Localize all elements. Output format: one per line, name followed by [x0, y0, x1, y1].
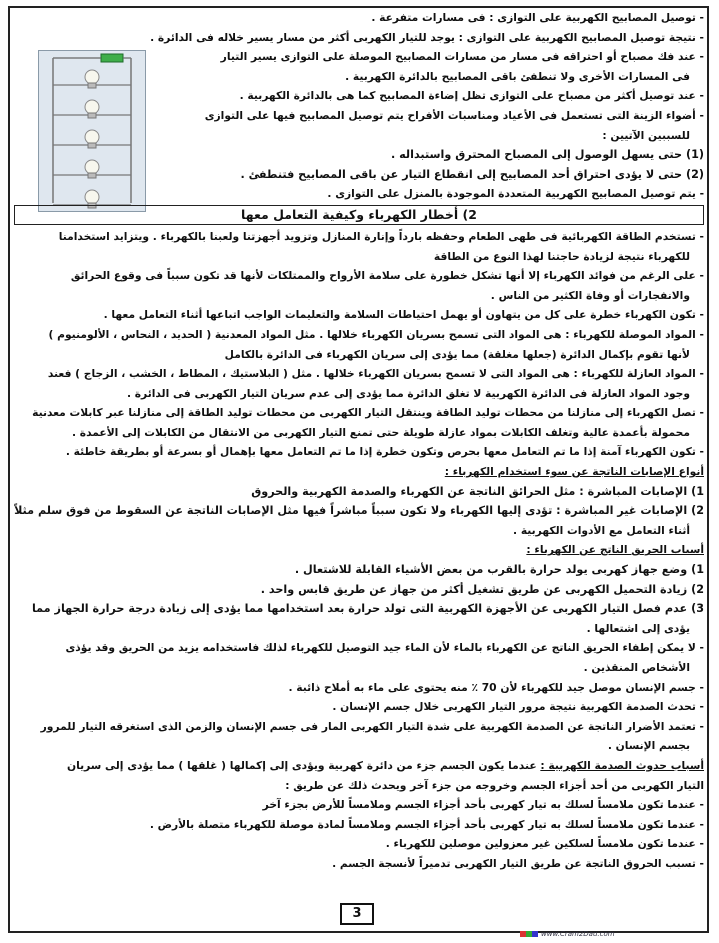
fire-causes-list: [14, 560, 704, 756]
text-line: - تحدث الصدمة الكهربية نتيجة مرور التيار الكهربى خلال جسم الإنسان .: [332, 700, 704, 714]
text-line: 1) الإصابات المباشرة : مثل الحرائق الناتجة عن الكهرباء والصدمة الكهربية والحروق: [251, 484, 704, 498]
shock-causes-text: عندما يكون الجسم جزء من دائرة كهربية ويؤدى إلى إكمالها ( غلقها ) مما يؤدى إلى سريان: [66, 758, 541, 772]
text-line: - المواد العازلة للكهرباء : هى المواد التى لا تسمح بسريان الكهرباء خلالها . مثل ( البلاستيك ، المطاط ، الخشب ، الزجاج ) فعند: [47, 367, 704, 381]
text-line: - عندما تكون ملامساً لسلك به تيار كهربى بأحد أجزاء الجسم وملامساً لمادة موصلة للكهرباء متصلة بالأرض .: [149, 817, 704, 831]
text-line: الأشخاص المنقذين .: [583, 661, 690, 674]
text-line: التيار الكهربى من أحد أجزاء الجسم وخروجه من جزء آخر ويحدث ذلك عن طريق :: [285, 778, 704, 792]
shock-causes-list: [14, 776, 704, 874]
text-line: - عند فك مصباح أو احتراقه فى مسار من مسارات المصابيح الموصلة على التوازى يسير التيار: [220, 50, 704, 64]
page-number: 3: [340, 903, 374, 925]
text-line: 1) وضع جهاز كهربى يولد حرارة بالقرب من بعض الأشياء القابلة للاشتعال .: [294, 563, 704, 577]
text-line: أثناء التعامل مع الأدوات الكهربية .: [513, 523, 690, 537]
injuries-list: [14, 482, 704, 541]
text-line: 3) عدم فصل التيار الكهربى عن الأجهزة الكهربية التى تولد حرارة بعد استخدامها مما يؤدى إلى زيادة درجة حرارة الجهاز مما: [31, 602, 704, 616]
text-line: - عندما تكون ملامساً لسلكين غير معزولين موصلين للكهرباء .: [385, 837, 704, 851]
text-line: (1) حتى يسهل الوصول إلى المصباح المحترق واستبداله .: [390, 148, 704, 162]
watermark-logo-icon: [520, 931, 538, 937]
text-line: وجود المواد العازلة فى الدائرة الكهربية لا تغلق الدائرة مما يؤدى إلى عدم سريان التيار الكهربى فى الدائرة .: [126, 386, 690, 400]
document-body: [14, 8, 704, 874]
text-line: - تسبب الحروق الناتجة عن طريق التيار الكهربى تدميراً لأنسجة الجسم .: [332, 856, 704, 870]
text-line: بجسم الإنسان .: [607, 739, 690, 753]
injuries-heading: أنواع الإصابات الناتجة عن سوء استخدام الكهرباء :: [444, 465, 704, 479]
text-line: - تكون الكهرباء خطرة على كل من يتهاون أو يهمل احتياطات السلامة والتعليمات الواجب اتباعها أثناء التعامل معها .: [103, 308, 704, 322]
section-title: 2) أخطار الكهرباء وكيفية التعامل معها: [14, 205, 704, 225]
text-line: - تعتمد الأضرار الناتجة عن الصدمة الكهربية على شدة التيار الكهربى المار فى جسم الإنسان والزمن الذى استغرقه التيار للمرور: [40, 719, 704, 733]
text-line: - على الرغم من فوائد الكهرباء إلا أنها تشكل خطورة على سلامة الأرواح والممتلكات لأنها قد تكون سبباً فى وقوع الحرائق: [70, 269, 704, 283]
text-line: محمولة بأعمدة عالية وتغلف الكابلات بمواد عازلة طويلة حتى تمنع التيار الكهربى من الانتقال من الكابلات إلى الأعمدة .: [71, 425, 690, 439]
fire-causes-heading: أسباب الحريق الناتج عن الكهرباء :: [526, 543, 704, 557]
parallel-connection-notes: [14, 8, 704, 204]
text-line: فى المسارات الأخرى ولا تنطفئ باقى المصابيح بالدائرة الكهربية .: [345, 69, 690, 83]
text-line: 2) الإصابات غير المباشرة : تؤدى إليها الكهرباء ولا تكون سبباً مباشراً فيها مثل الإصابات الناتجة عن السقوط من فوق سلم مثلاً: [14, 504, 704, 518]
shock-causes-heading: أسباب حدوث الصدمة الكهربية :: [540, 758, 704, 772]
text-line: والانفجارات أو وفاة الكثير من الناس .: [490, 288, 690, 302]
watermark-text: www.Cram2Dau.com: [541, 930, 615, 938]
text-line: للسببين الآتيين :: [602, 128, 690, 142]
text-line: - نتيجة توصيل المصابيح الكهربية على التوازى : يوجد للتيار الكهربى أكثر من مسار يسير خلاله فى الدائرة .: [150, 30, 704, 44]
text-line: - المواد الموصلة للكهرباء : هى المواد التى تسمح بسريان الكهرباء خلالها . مثل المواد المعدنية ( الحديد ، النحاس ، الألومنيوم ): [48, 327, 704, 341]
text-line: - عندما تكون ملامساً لسلك به تيار كهربى بأحد أجزاء الجسم وملامساً للأرض بجزء آخر: [262, 798, 704, 812]
text-line: - يتم توصيل المصابيح الكهربية المتعددة الموجودة بالمنزل على التوازى .: [327, 187, 704, 201]
text-line: - أضواء الزينة التى تستعمل فى الأعياد ومناسبات الأفراح يتم توصيل المصابيح فيها على التوازى: [204, 108, 704, 122]
text-line: - تصل الكهرباء إلى منازلنا من محطات توليد الطاقة وينتقل التيار الكهربى من محطات توليد الطاقة إلى منازلنا عبر كابلات معدنية: [32, 406, 704, 420]
text-line: لأنها تقوم بإكمال الدائرة (جعلها مغلقة) مما يؤدى إلى سريان الكهرباء فى الدائرة بالكامل: [224, 347, 690, 361]
text-line: يؤدى إلى اشتعالها .: [586, 621, 690, 635]
text-line: - لا يمكن إطفاء الحريق الناتج عن الكهرباء بالماء لأن الماء جيد التوصيل للكهرباء لذلك فاستخدامه يزيد من الحريق وقد يؤذى: [65, 641, 704, 655]
text-line: - توصيل المصابيح الكهربية على التوازى : فى مسارات متفرعة .: [371, 11, 704, 24]
text-line: - جسم الإنسان موصل جيد للكهرباء لأن 70 ٪ منه يحتوى على ماء به أملاح ذائبة .: [288, 680, 704, 694]
electricity-dangers-text: [14, 227, 704, 462]
shock-causes-line: [14, 756, 704, 776]
text-line: - تستخدم الطاقة الكهربائية فى طهى الطعام وحفظه بارداً وإنارة المنازل وتزويد أجهزتنا ولعبنا بالكهرباء . ويتزايد استخدامنا: [58, 229, 704, 243]
text-line: 2) زيادة التحميل الكهربى عن طريق تشغيل أكثر من جهاز عن طريق قابس واحد .: [260, 582, 704, 596]
text-line: - تكون الكهرباء آمنة إذا ما تم التعامل معها بحرص وتكون خطرة إذا ما تم التعامل معها بإهمال أو بسرعة أو بطريقة خاطئة .: [65, 445, 704, 459]
text-line: (2) حتى لا يؤدى احتراق أحد المصابيح إلى انقطاع التيار عن باقى المصابيح فتنطفئ .: [240, 167, 704, 181]
text-line: - عند توصيل أكثر من مصباح على التوازى تظل إضاءة المصابيح كما هى بالدائرة الكهربية .: [239, 89, 704, 103]
watermark: [520, 930, 615, 938]
text-line: للكهرباء نتيجة لزيادة حاجتنا لهذا النوع من الطاقة: [433, 249, 690, 263]
